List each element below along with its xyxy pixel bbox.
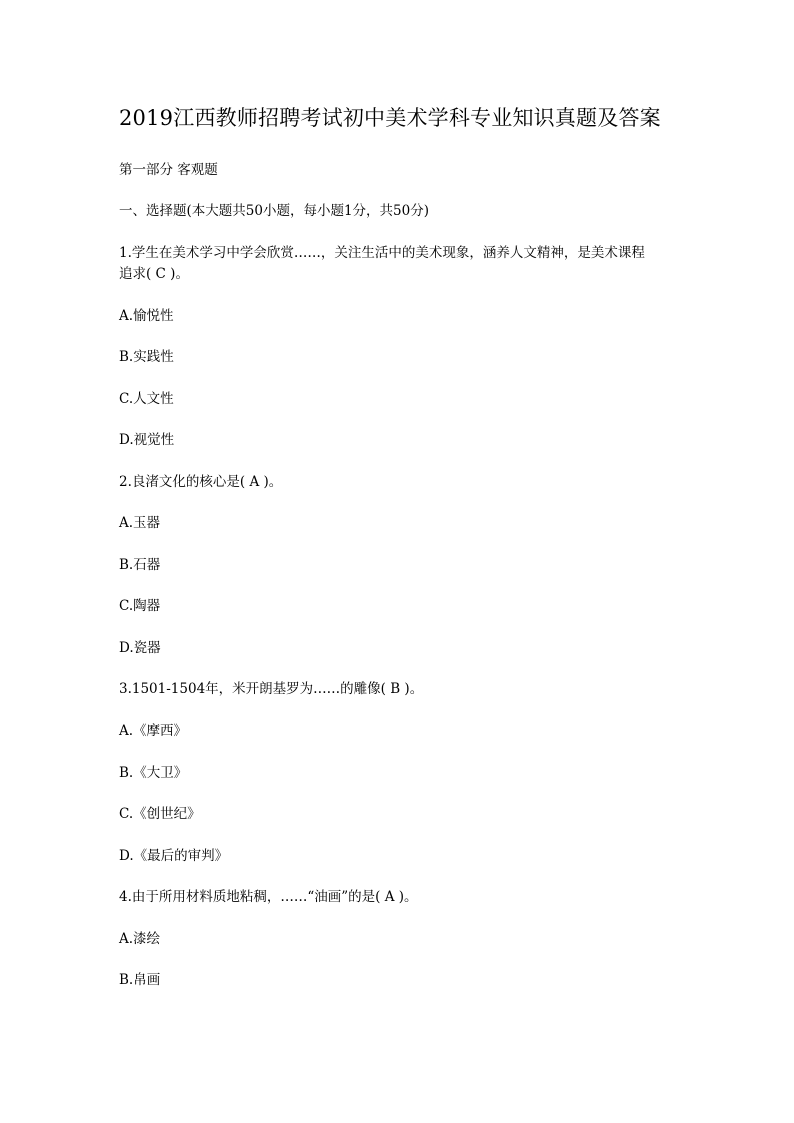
question-1-option-d: D.视觉性 (119, 432, 175, 448)
question-3-option-c: C.《创世纪》 (119, 806, 201, 822)
question-4-option-b: B.帛画 (119, 972, 161, 988)
question-4-stem: 4.由于所用材料质地粘稠，……“油画”的是( A )。 (119, 889, 418, 905)
question-1-option-b: B.实践性 (119, 349, 174, 365)
question-1-option-a: A.愉悦性 (119, 308, 174, 324)
question-2-stem: 2.良渚文化的核心是( A )。 (119, 474, 283, 490)
question-3-option-b: B.《大卫》 (119, 765, 188, 781)
question-4-option-a: A.漆绘 (119, 931, 161, 947)
question-3-option-a: A.《摩西》 (119, 723, 188, 739)
question-2-option-b: B.石器 (119, 557, 161, 573)
question-2-option-c: C.陶器 (119, 598, 161, 614)
document-title: 2019江西教师招聘考试初中美术学科专业知识真题及答案 (119, 106, 661, 130)
section-heading: 一、选择题(本大题共50小题，每小题1分，共50分) (119, 203, 429, 219)
question-3-option-d: D.《最后的审判》 (119, 848, 229, 864)
question-1-stem-line1: 1.学生在美术学习中学会欣赏……，关注生活中的美术现象，涵养人文精神，是美术课程 (119, 245, 645, 261)
question-3-stem: 3.1501-1504年，米开朗基罗为……的雕像( B )。 (119, 681, 424, 697)
question-1-stem-line2: 追求( C )。 (119, 266, 189, 282)
question-2-option-a: A.玉器 (119, 515, 161, 531)
question-1-option-c: C.人文性 (119, 391, 174, 407)
question-2-option-d: D.瓷器 (119, 640, 161, 656)
part-heading: 第一部分 客观题 (119, 162, 218, 178)
